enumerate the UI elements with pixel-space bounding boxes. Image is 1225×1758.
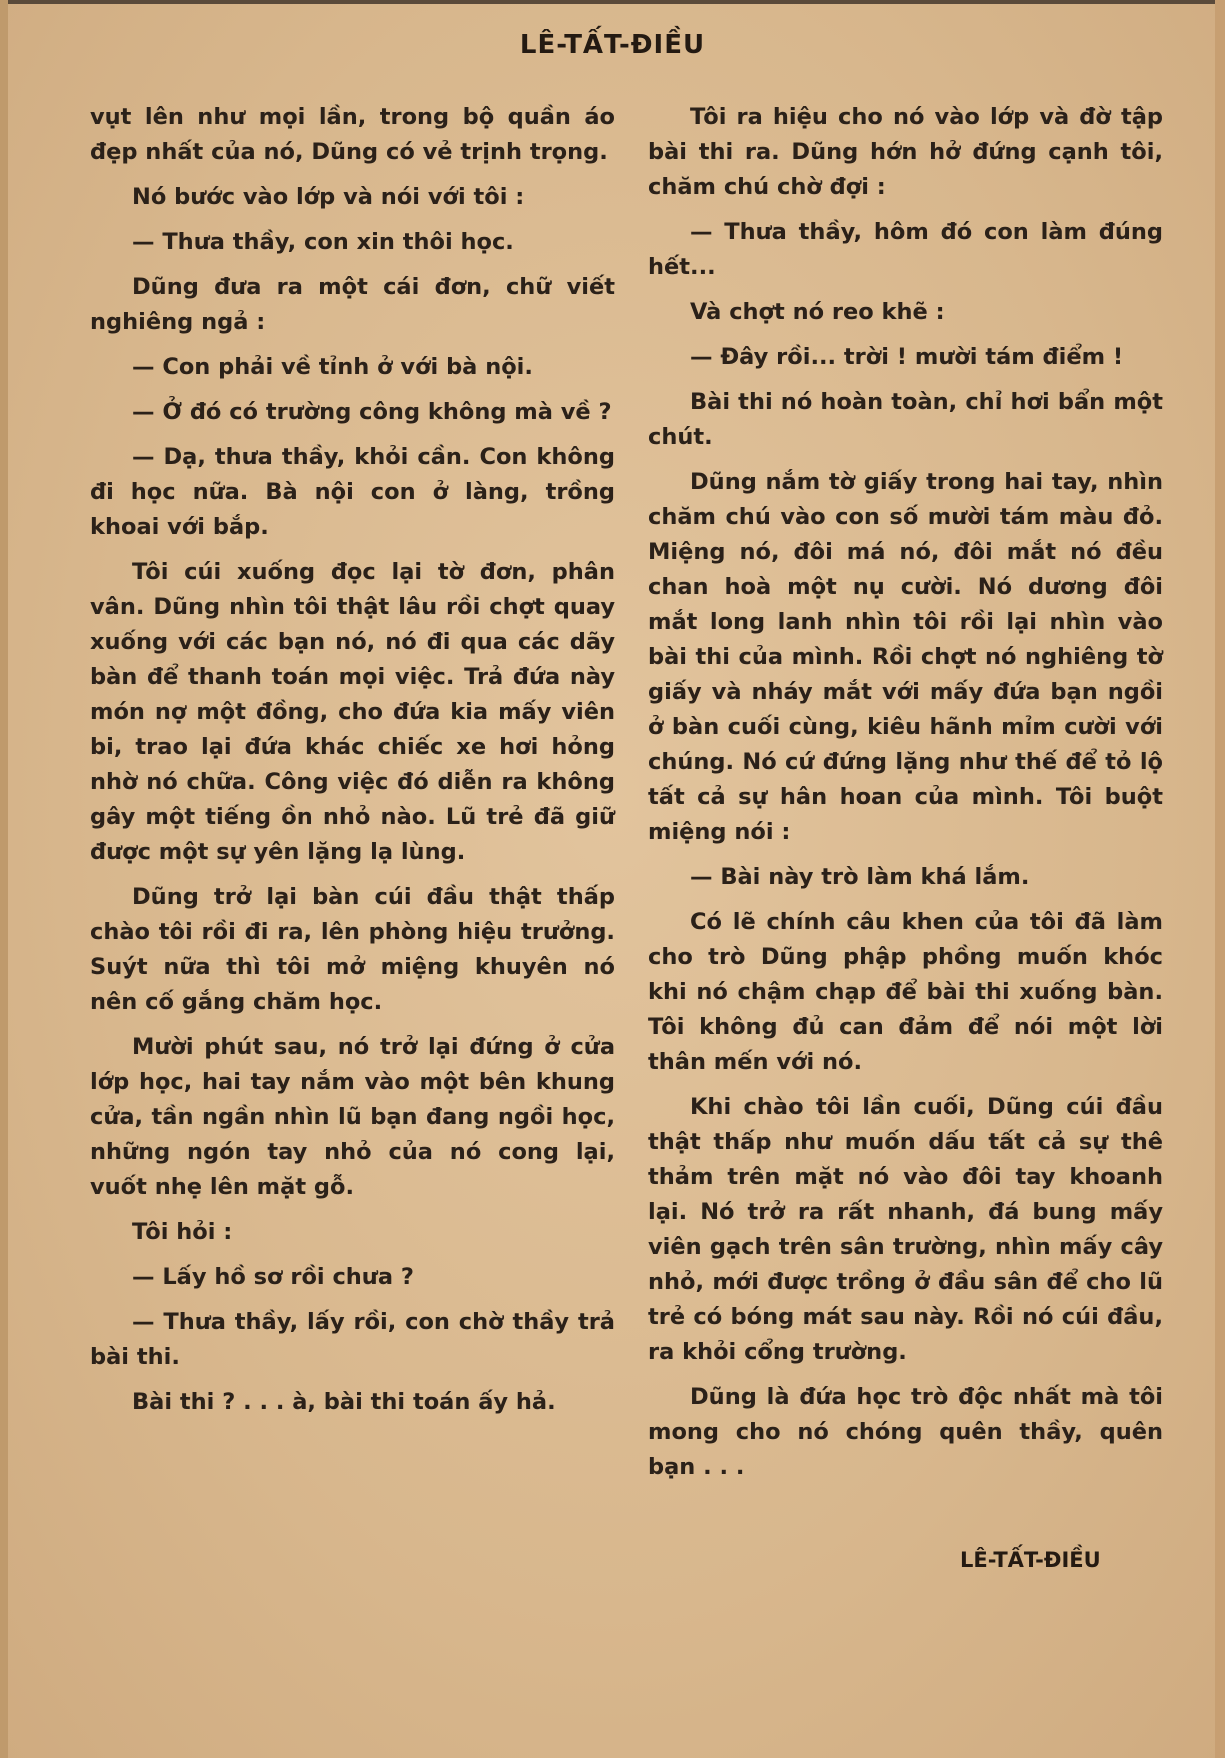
paragraph: Tôi cúi xuống đọc lại tờ đơn, phân vân. Dũng nhìn tôi thật lâu rồi chợt quay xuống với các bạn nó, nó đi qua các dãy bàn để thanh toán mọi việc. Trả đứa này món nợ một đồng, cho đứa kia mấy viên bi, trao lại đứa khác chiếc xe hơi hỏng nhờ nó chữa. Công việc đó diễn ra không gây một tiếng ồn nhỏ nào. Lũ trẻ đã giữ được một sự yên lặng lạ lùng. [90, 559, 615, 865]
paragraph: — Ở đó có trường công không mà về ? [132, 399, 612, 425]
paragraph: Dũng nắm tờ giấy trong hai tay, nhìn chăm chú vào con số mười tám màu đỏ. Miệng nó, đôi má nó, đôi mắt nó đều chan hoà một nụ cười. Nó dương đôi mắt long lanh nhìn tôi rồi lại nhìn vào bài thi của mình. Rồi chợt nó nghiêng tờ giấy và nháy mắt với mấy đứa bạn ngồi ở bàn cuối cùng, kiêu hãnh mỉm cười với chúng. Nó cứ đứng lặng như thế để tỏ lộ tất cả sự hân hoan của mình. Tôi buột miệng nói : [648, 469, 1163, 845]
paragraph: Mười phút sau, nó trở lại đứng ở cửa lớp học, hai tay nắm vào một bên khung cửa, tần ngần nhìn lũ bạn đang ngồi học, những ngón tay nhỏ của nó cong lại, vuốt nhẹ lên mặt gỗ. [90, 1034, 615, 1200]
paragraph: Và chợt nó reo khẽ : [690, 299, 945, 325]
paragraph: — Đây rồi... trời ! mười tám điểm ! [690, 344, 1124, 370]
paragraph: — Lấy hồ sơ rồi chưa ? [132, 1264, 414, 1290]
paragraph: — Bài này trò làm khá lắm. [690, 864, 1030, 890]
paragraph: Nó bước vào lớp và nói với tôi : [132, 184, 525, 210]
right-column [648, 100, 1163, 1495]
paragraph: Dũng là đứa học trò độc nhất mà tôi mong cho nó chóng quên thầy, quên bạn . . . [648, 1384, 1163, 1480]
left-edge [0, 0, 8, 1758]
paragraph: — Thưa thầy, hôm đó con làm đúng hết... [648, 219, 1163, 280]
paragraph: vụt lên như mọi lần, trong bộ quần áo đẹp nhất của nó, Dũng có vẻ trịnh trọng. [90, 104, 615, 165]
paragraph: — Con phải về tỉnh ở với bà nội. [132, 354, 533, 380]
right-edge [1215, 0, 1225, 1758]
author-signature: LÊ-TẤT-ĐIỀU [960, 1548, 1101, 1572]
paragraph: — Dạ, thưa thầy, khỏi cần. Con không đi học nữa. Bà nội con ở làng, trồng khoai với bắp. [90, 444, 615, 540]
paragraph: Tôi ra hiệu cho nó vào lớp và đờ tập bài thi ra. Dũng hớn hở đứng cạnh tôi, chăm chú chờ đợi : [648, 104, 1163, 200]
paragraph: Dũng đưa ra một cái đơn, chữ viết nghiêng ngả : [90, 274, 615, 335]
paragraph: Dũng trở lại bàn cúi đầu thật thấp chào tôi rồi đi ra, lên phòng hiệu trưởng. Suýt nữa thì tôi mở miệng khuyên nó nên cố gắng chăm học. [90, 884, 615, 1015]
paragraph: — Thưa thầy, con xin thôi học. [132, 229, 514, 255]
left-column [90, 100, 615, 1430]
top-edge [0, 0, 1225, 4]
page-header: LÊ-TẤT-ĐIỀU [519, 30, 706, 60]
paragraph: Khi chào tôi lần cuối, Dũng cúi đầu thật thấp như muốn dấu tất cả sự thê thảm trên mặt nó vào đôi tay khoanh lại. Nó trở ra rất nhanh, đá bung mấy viên gạch trên sân trường, nhìn mấy cây nhỏ, mới được trồng ở đầu sân để cho lũ trẻ có bóng mát sau này. Rồi nó cúi đầu, ra khỏi cổng trường. [648, 1094, 1163, 1365]
paragraph: Có lẽ chính câu khen của tôi đã làm cho trò Dũng phập phồng muốn khóc khi nó chậm chạp để bài thi xuống bàn. Tôi không đủ can đảm để nói một lời thân mến với nó. [648, 909, 1163, 1075]
paragraph: Bài thi nó hoàn toàn, chỉ hơi bẩn một chút. [648, 389, 1163, 450]
paragraph: Tôi hỏi : [132, 1219, 233, 1245]
paragraph: Bài thi ? . . . à, bài thi toán ấy hả. [132, 1389, 556, 1415]
paragraph: — Thưa thầy, lấy rồi, con chờ thầy trả bài thi. [90, 1309, 615, 1370]
